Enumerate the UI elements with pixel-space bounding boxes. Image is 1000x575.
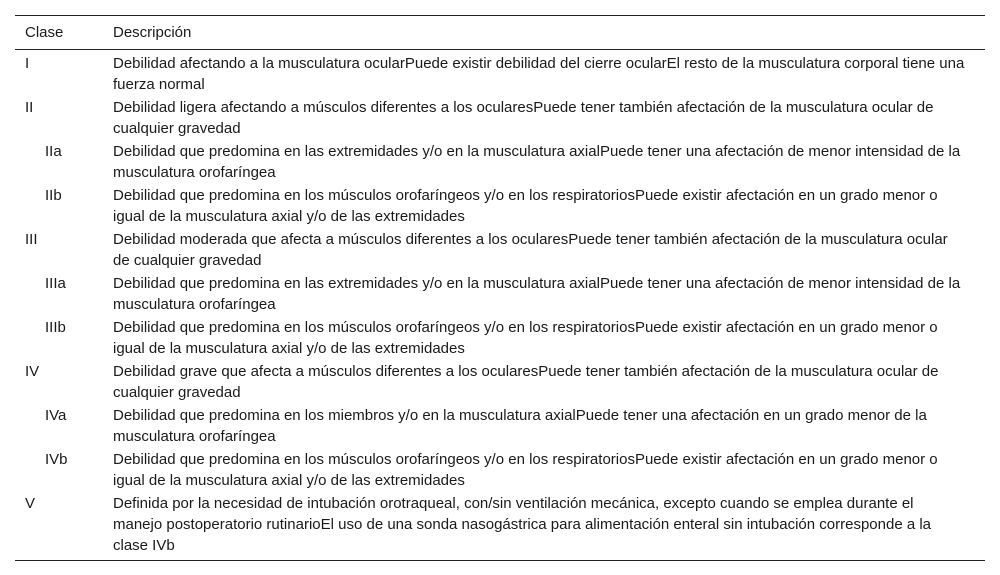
cell-clase: I <box>25 55 30 72</box>
table-row <box>15 360 985 404</box>
cell-clase: IVb <box>45 451 68 468</box>
cell-descripcion: Debilidad que predomina en las extremidades y/o en la musculatura axialPuede tener una afectación de menor intensidad de la musculatura orofaríngea <box>113 143 961 181</box>
cell-descripcion: Debilidad moderada que afecta a músculos diferentes a los ocularesPuede tener también afectación de la musculatura ocular de cualquier gravedad <box>113 231 948 269</box>
cell-descripcion: Debilidad que predomina en las extremidades y/o en la musculatura axialPuede tener una afectación de menor intensidad de la musculatura orofaríngea <box>113 275 961 313</box>
table-row <box>15 228 985 272</box>
cell-descripcion: Debilidad que predomina en los músculos orofaríngeos y/o en los respiratoriosPuede existir afectación en un grado menor o igual de la musculatura axial y/o de las extremidades <box>113 187 938 225</box>
cell-clase: IIIa <box>45 275 66 292</box>
cell-descripcion: Debilidad que predomina en los músculos orofaríngeos y/o en los respiratoriosPuede existir afectación en un grado menor o igual de la musculatura axial y/o de las extremidades <box>113 451 938 489</box>
header-row <box>15 16 985 50</box>
classification-table-container <box>15 15 985 561</box>
classification-table <box>15 15 985 561</box>
cell-clase: IV <box>25 363 40 380</box>
table-body <box>15 50 985 561</box>
cell-descripcion: Debilidad grave que afecta a músculos diferentes a los ocularesPuede tener también afectación de la musculatura ocular de cualquier gravedad <box>113 363 939 401</box>
table-row <box>15 492 985 561</box>
cell-descripcion: Debilidad que predomina en los miembros y/o en la musculatura axialPuede tener una afectación en un grado menor de la musculatura orofaríngea <box>113 407 927 445</box>
cell-descripcion: Debilidad ligera afectando a músculos diferentes a los ocularesPuede tener también afectación de la musculatura ocular de cualquier gravedad <box>113 99 934 137</box>
table-row <box>15 316 985 360</box>
header-clase: Clase <box>15 16 103 50</box>
cell-descripcion: Debilidad afectando a la musculatura ocularPuede existir debilidad del cierre ocularEl resto de la musculatura corporal tiene una fuerza normal <box>113 55 965 93</box>
cell-clase: IIIb <box>45 319 66 336</box>
cell-clase: II <box>25 99 34 116</box>
table-row <box>15 96 985 140</box>
cell-clase: IIa <box>45 143 62 160</box>
cell-clase: V <box>15 492 103 561</box>
cell-descripcion: Definida por la necesidad de intubación orotraqueal, con/sin ventilación mecánica, excepto cuando se emplea durante el manejo postoperatorio rutinarioEl uso de una sonda nasogástrica para alimentación enteral sin intubación corresponde a la clase IVb <box>103 492 985 561</box>
table-row <box>15 50 985 97</box>
table-row <box>15 184 985 228</box>
table-header <box>15 16 985 50</box>
cell-descripcion: Debilidad que predomina en los músculos orofaríngeos y/o en los respiratoriosPuede existir afectación en un grado menor o igual de la musculatura axial y/o de las extremidades <box>113 319 938 357</box>
table-row <box>15 448 985 492</box>
cell-clase: III <box>25 231 38 248</box>
header-descripcion: Descripción <box>103 16 985 50</box>
cell-clase: IIb <box>45 187 62 204</box>
cell-clase: IVa <box>45 407 67 424</box>
table-row <box>15 140 985 184</box>
table-row <box>15 404 985 448</box>
table-row <box>15 272 985 316</box>
